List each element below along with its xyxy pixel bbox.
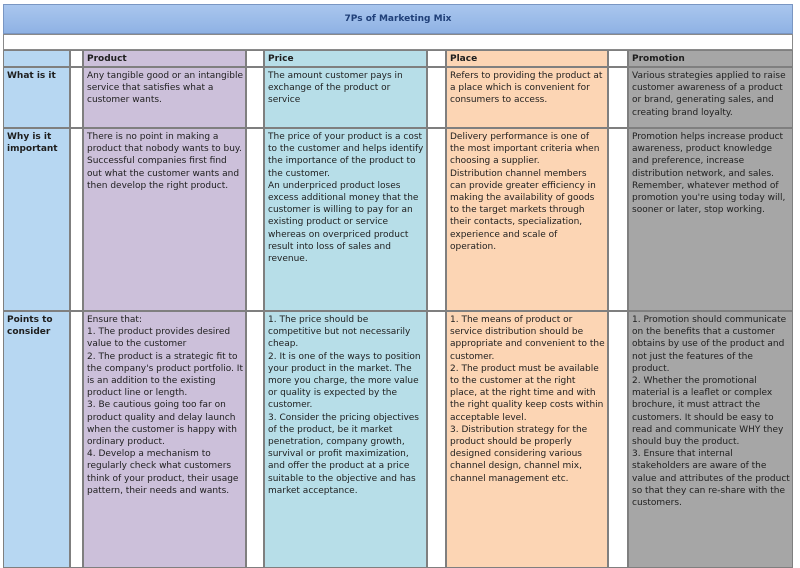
spacer-cell — [427, 50, 446, 67]
row-label-why: Why is it important — [3, 128, 70, 311]
spacer-cell — [608, 311, 628, 568]
blank-row — [3, 34, 793, 50]
cell-product-points: Ensure that: 1. The product provides desired value to the customer 2. The product is a strategic fit to the company's product portfolio. It is an addition to the existing product line or length. 3. Be cautious going too far on product quality and delay launch when the customer is happy with ordinary product. 4. Develop a mechanism to regularly check what customers think of your product, their usage pattern, their needs and wants. — [83, 311, 246, 568]
cell-product-what: Any tangible good or an intangible service that satisfies what a customer wants. — [83, 67, 246, 128]
spacer-cell — [608, 50, 628, 67]
cell-price-why: The price of your product is a cost to the customer and helps identify the importance of the product to the customer. An underpriced product loses excess additional money that the customer is willing to pay for an existing product or service whereas on overpriced product result into loss of sales and revenue. — [264, 128, 427, 311]
column-header-place: Place — [446, 50, 608, 67]
cell-promotion-points: 1. Promotion should communicate on the benefits that a customer obtains by use of the product and not just the features of the product. 2. Whether the promotional material is a leaflet or complex brochure, it must attract the customers. It should be easy to read and communicate WHY they should buy the product. 3. Ensure that internal stakeholders are aware of the value and attributes of the product so that they can re-share with the customers. — [628, 311, 793, 568]
spacer-cell — [70, 128, 83, 311]
spacer-cell — [427, 128, 446, 311]
column-header-product: Product — [83, 50, 246, 67]
corner-cell — [3, 50, 70, 67]
cell-promotion-what: Various strategies applied to raise customer awareness of a product or brand, generating sales, and creating brand loyalty. — [628, 67, 793, 128]
spacer-cell — [427, 67, 446, 128]
spacer-cell — [608, 128, 628, 311]
cell-place-points: 1. The means of product or service distribution should be appropriate and convenient to the customer. 2. The product must be available to the customer at the right place, at the right time and with the right quality keep costs within acceptable level. 3. Distribution strategy for the product should be properly designed considering various channel design, channel mix, channel management etc. — [446, 311, 608, 568]
column-header-promotion: Promotion — [628, 50, 793, 67]
cell-promotion-why: Promotion helps increase product awareness, product knowledge and preference, increase distribution network, and sales. Remember, whatever method of promotion you're using today will, sooner or later, stop working. — [628, 128, 793, 311]
cell-price-points: 1. The price should be competitive but not necessarily cheap. 2. It is one of the ways to position your product in the market. The more you charge, the more value or quality is expected by the customer. 3. Consider the pricing objectives of the product, be it market penetration, company growth, survival or profit maximization, and offer the product at a price suitable to the objective and has market acceptance. — [264, 311, 427, 568]
cell-place-why: Delivery performance is one of the most important criteria when choosing a supplier. Distribution channel members can provide greater efficiency in making the availability of goods to the target markets through their contacts, specialization, experience and scale of operation. — [446, 128, 608, 311]
cell-product-why: There is no point in making a product that nobody wants to buy. Successful companies first find out what the customer wants and then develop the right product. — [83, 128, 246, 311]
cell-price-what: The amount customer pays in exchange of the product or service — [264, 67, 427, 128]
spacer-cell — [608, 67, 628, 128]
spacer-cell — [246, 67, 264, 128]
spacer-cell — [246, 128, 264, 311]
row-label-what: What is it — [3, 67, 70, 128]
spacer-cell — [246, 50, 264, 67]
spacer-cell — [70, 67, 83, 128]
spacer-cell — [70, 50, 83, 67]
table-title: 7Ps of Marketing Mix — [3, 4, 793, 34]
row-label-points: Points to consider — [3, 311, 70, 568]
spacer-cell — [246, 311, 264, 568]
cell-place-what: Refers to providing the product at a place which is convenient for consumers to access. — [446, 67, 608, 128]
spacer-cell — [427, 311, 446, 568]
spacer-cell — [70, 311, 83, 568]
column-header-price: Price — [264, 50, 427, 67]
